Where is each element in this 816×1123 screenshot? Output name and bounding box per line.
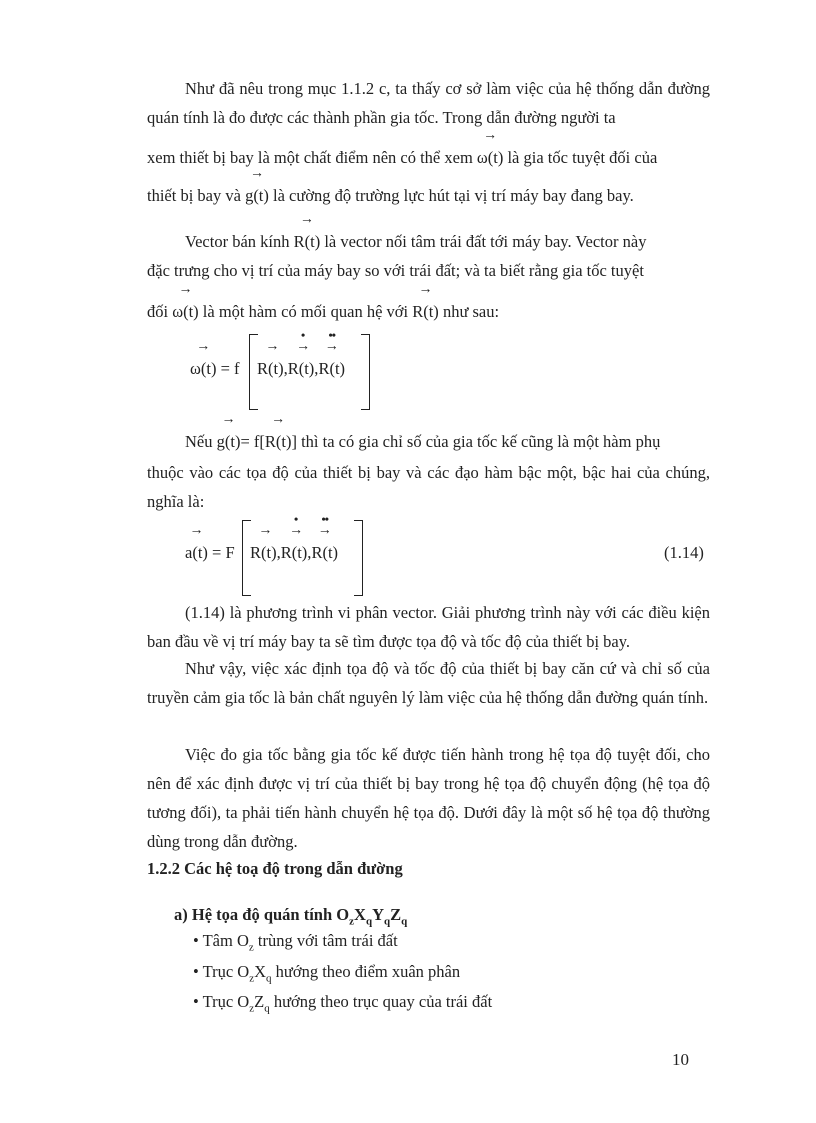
R-ddot-vector: •• → R(t)	[311, 512, 339, 562]
equation-number: (1.14)	[664, 543, 704, 562]
R-vector: → R(t)	[412, 282, 439, 321]
R-vector: → R(t),	[257, 339, 288, 378]
bullet-item: • Tâm $O_z$ trùng với tâm trái đất	[193, 931, 398, 954]
g-vector: → g(t)	[216, 412, 241, 451]
omega-vector: → ω(t)	[190, 339, 217, 378]
paragraph-4: (1.14) là phương trình vi phân vector. Giải phương trình này với các điều kiện ban đầu về vị trí máy bay ta sẽ tìm được tọa độ và tốc độ của thiết bị bay.	[147, 603, 710, 651]
g-vector: → g(t)	[245, 166, 269, 205]
right-bracket	[354, 520, 363, 596]
paragraph-6: Việc đo gia tốc bằng gia tốc kế được tiến hành trong hệ tọa độ tuyệt đối, cho nên để xác định được vị trí của thiết bị bay trong hệ tọa độ chuyển động (hệ tọa độ tương đối), ta phải tiến hành chuyển hệ tọa độ. Dưới đây là một số hệ tọa độ thường dùng trong dẫn đường.	[147, 745, 710, 851]
R-ddot-vector: •• → R(t)	[318, 328, 346, 378]
R-dot-vector: • → R(t),	[287, 328, 319, 378]
paragraph-3-line-1: Nếu → g(t)= f[ → R(t)] thì ta có gia chỉ số của gia tốc kế cũng là một hàm phụ	[185, 412, 661, 451]
paragraph-2-line-1: Vector bán kính → R(t) là vector nối tâm trái đất tới máy bay. Vector này	[185, 212, 647, 251]
paragraph-3: thuộc vào các tọa độ của thiết bị bay và các đạo hàm bậc một, bậc hai của chúng, nghĩa là:	[147, 463, 710, 511]
R-vector: → R(t),	[250, 523, 281, 562]
paragraph-2-line-3: đối → ω(t) là một hàm có mối quan hệ với → R(t) như sau:	[147, 282, 500, 321]
bullet-item: • Trục $O_zZ_q$ hướng theo trục quay của trái đất	[193, 992, 493, 1015]
section-heading: 1.2.2 Các hệ toạ độ trong dẫn đường	[147, 859, 403, 878]
paragraph-1-line-3: xem thiết bị bay là một chất điểm nên có thể xem → ω(t) là gia tốc tuyệt đối của	[147, 128, 658, 167]
paragraph-1-line-4: thiết bị bay và → g(t) là cường độ trường lực hút tại vị trí máy bay đang bay.	[147, 166, 634, 205]
paragraph-1: Như đã nêu trong mục 1.1.2 c, ta thấy cơ sở làm việc của hệ thống dẫn đường quán tính là đo được các thành phần gia tốc. Trong dẫn đường người ta	[147, 79, 710, 127]
a-vector: → a(t)	[185, 523, 208, 562]
right-bracket	[361, 334, 370, 410]
R-dot-vector: • → R(t),	[280, 512, 312, 562]
page-number: 10	[672, 1050, 689, 1069]
paragraph-5: Như vậy, việc xác định tọa độ và tốc độ của thiết bị bay căn cứ và chỉ số của truyền cảm gia tốc là bản chất nguyên lý làm việc của hệ thống dẫn đường quán tính.	[147, 659, 710, 707]
omega-vector: → ω(t)	[172, 282, 199, 321]
bullet-item: • Trục $O_zX_q$ hướng theo điểm xuân phân	[193, 962, 461, 985]
R-vector: → R(t)	[293, 212, 321, 251]
omega-vector: → ω(t)	[476, 128, 504, 167]
sub-heading: a) Hệ tọa độ quán tính $O_zX_qY_qZ_q$	[174, 905, 408, 928]
paragraph-2-line-2: đặc trưng cho vị trí của máy bay so với trái đất; và ta biết rằng gia tốc tuyệt	[147, 261, 644, 280]
R-vector: → R(t)	[264, 412, 292, 451]
